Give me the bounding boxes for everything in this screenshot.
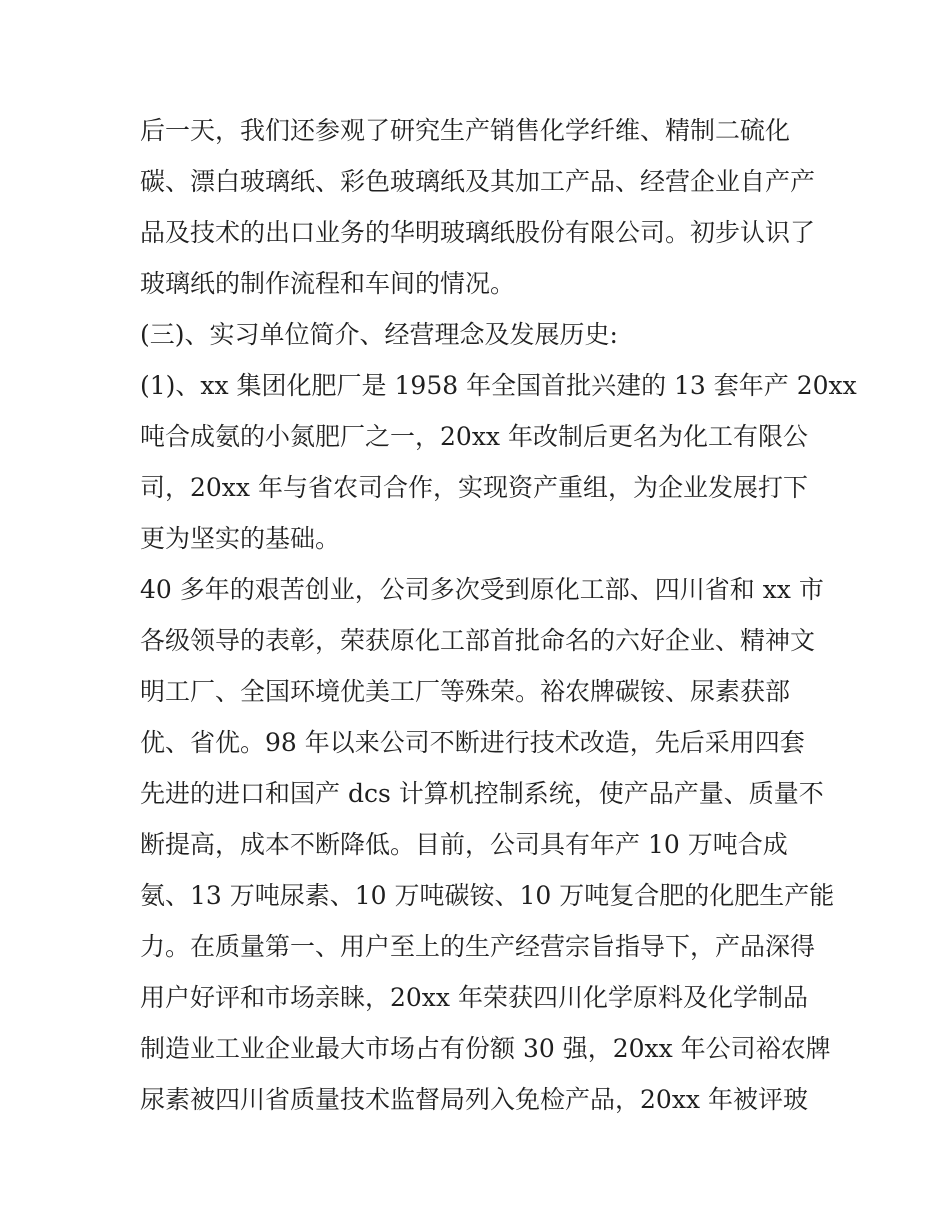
text-line: (1)、xx 集团化肥厂是 1958 年全国首批兴建的 13 套年产 20xx [140,371,857,400]
text-line: 尿素被四川省质量技术监督局列入免检产品，20xx 年被评玻 [140,1085,808,1114]
text-line: 碳、漂白玻璃纸、彩色玻璃纸及其加工产品、经营企业自产产 [140,167,816,196]
text-line: 先进的进口和国产 dcs 计算机控制系统，使产品产量、质量不 [140,779,824,808]
text-line: 优、省优。98 年以来公司不断进行技术改造，先后采用四套 [140,728,805,757]
text-line: 用户好评和市场亲睐，20xx 年荣获四川化学原料及化学制品 [140,983,808,1012]
text-line: 后一天，我们还参观了研究生产销售化学纤维、精制二硫化 [140,116,791,145]
text-line: 品及技术的出口业务的华明玻璃纸股份有限公司。初步认识了 [140,218,816,247]
text-line: 玻璃纸的制作流程和车间的情况。 [140,269,516,298]
text-line: 断提高，成本不断降低。目前，公司具有年产 10 万吨合成 [140,830,788,859]
text-line: 吨合成氨的小氮肥厂之一，20xx 年改制后更名为化工有限公 [140,422,808,451]
text-line: 制造业工业企业最大市场占有份额 30 强，20xx 年公司裕农牌 [140,1034,831,1063]
text-line: 明工厂、全国环境优美工厂等殊荣。裕农牌碳铵、尿素获部 [140,677,791,706]
text-line: 力。在质量第一、用户至上的生产经营宗旨指导下，产品深得 [140,932,816,961]
section-heading: (三)、实习单位简介、经营理念及发展历史: [140,320,618,349]
text-line: 氨、13 万吨尿素、10 万吨碳铵、10 万吨复合肥的化肥生产能 [140,881,835,910]
text-line: 40 多年的艰苦创业，公司多次受到原化工部、四川省和 xx 市 [140,575,824,604]
text-line: 各级领导的表彰，荣获原化工部首批命名的六好企业、精神文 [140,626,816,655]
text-line: 司，20xx 年与省农司合作，实现资产重组，为企业发展打下 [140,473,808,502]
text-line: 更为坚实的基础。 [140,524,341,553]
body-text [140,105,857,1125]
